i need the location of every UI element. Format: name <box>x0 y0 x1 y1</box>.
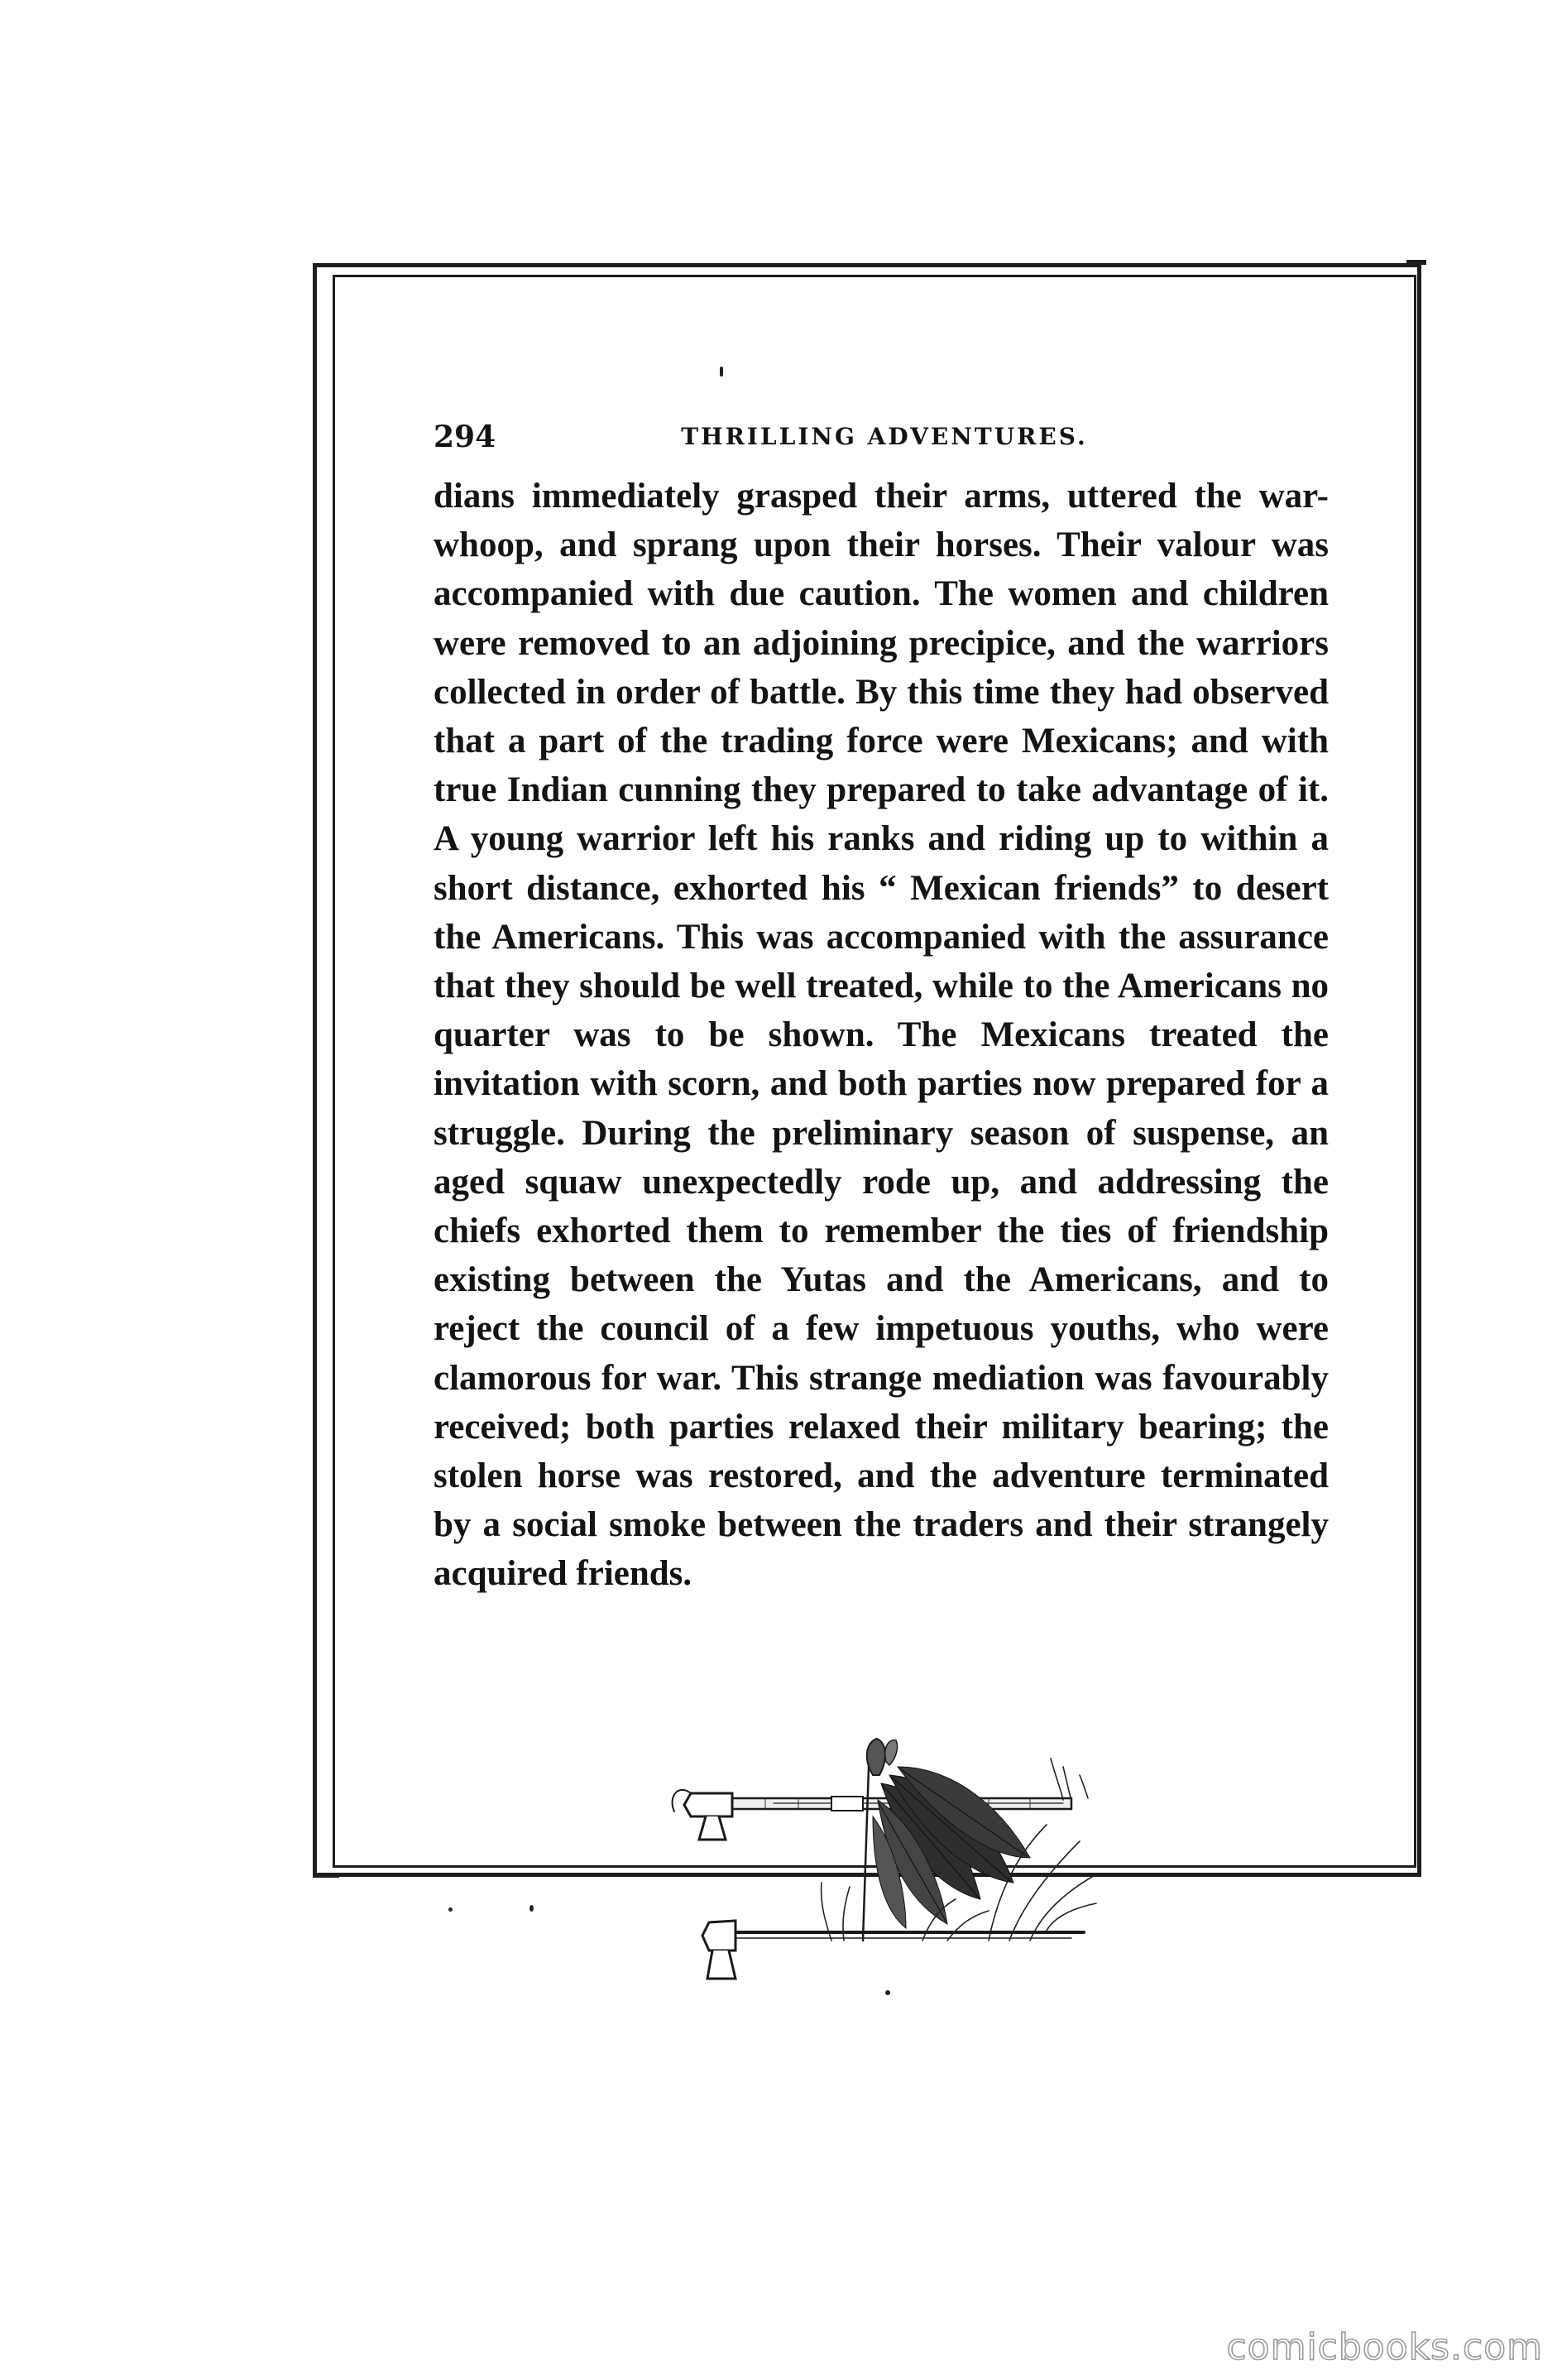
tomahawk-pipe-and-feathers-icon <box>633 1734 1109 2015</box>
border-corner-mark <box>313 1873 339 1878</box>
page-number: 294 <box>434 420 496 454</box>
running-head <box>434 412 1335 462</box>
ink-speck <box>885 1990 890 1995</box>
body-paragraph: dians immediately grasped their arms, uttered the war-whoop, and sprang upon their horses. Their valour was accompanied with due caution. The women and children were removed to an adjoining precipice, and the warriors collected in order of battle. By this time they had observed that a part of the trading force were Mexicans; and with true Indian cunning they prepared to take advantage of it. A young warrior left his ranks and riding up to within a short distance, exhorted his “ Mexican friends” to desert the Americans. This was accompanied with the assurance that they should be well treated, while to the Americans no quarter was to be shown. The Mexicans treated the invitation with scorn, and both parties now prepared for a struggle. During the preliminary season of suspense, an aged squaw unexpectedly rode up, and addressing the chiefs exhorted them to remember the ties of friendship existing between the Yutas and the Americans, and to reject the council of a few impetuous youths, who were clamorous for war. This strange mediation was favourably received; both parties relaxed their military bearing; the stolen horse was restored, and the adventure terminated by a social smoke between the traders and their strangely acquired friends. <box>434 477 1329 1594</box>
watermark-text: comicbooks.com <box>1226 2326 1543 2368</box>
ink-speck <box>448 1907 453 1912</box>
border-corner-mark <box>1406 260 1426 265</box>
ink-speck <box>529 1905 534 1912</box>
running-title: THRILLING ADVENTURES. <box>681 423 1088 450</box>
ink-speck <box>720 367 723 377</box>
